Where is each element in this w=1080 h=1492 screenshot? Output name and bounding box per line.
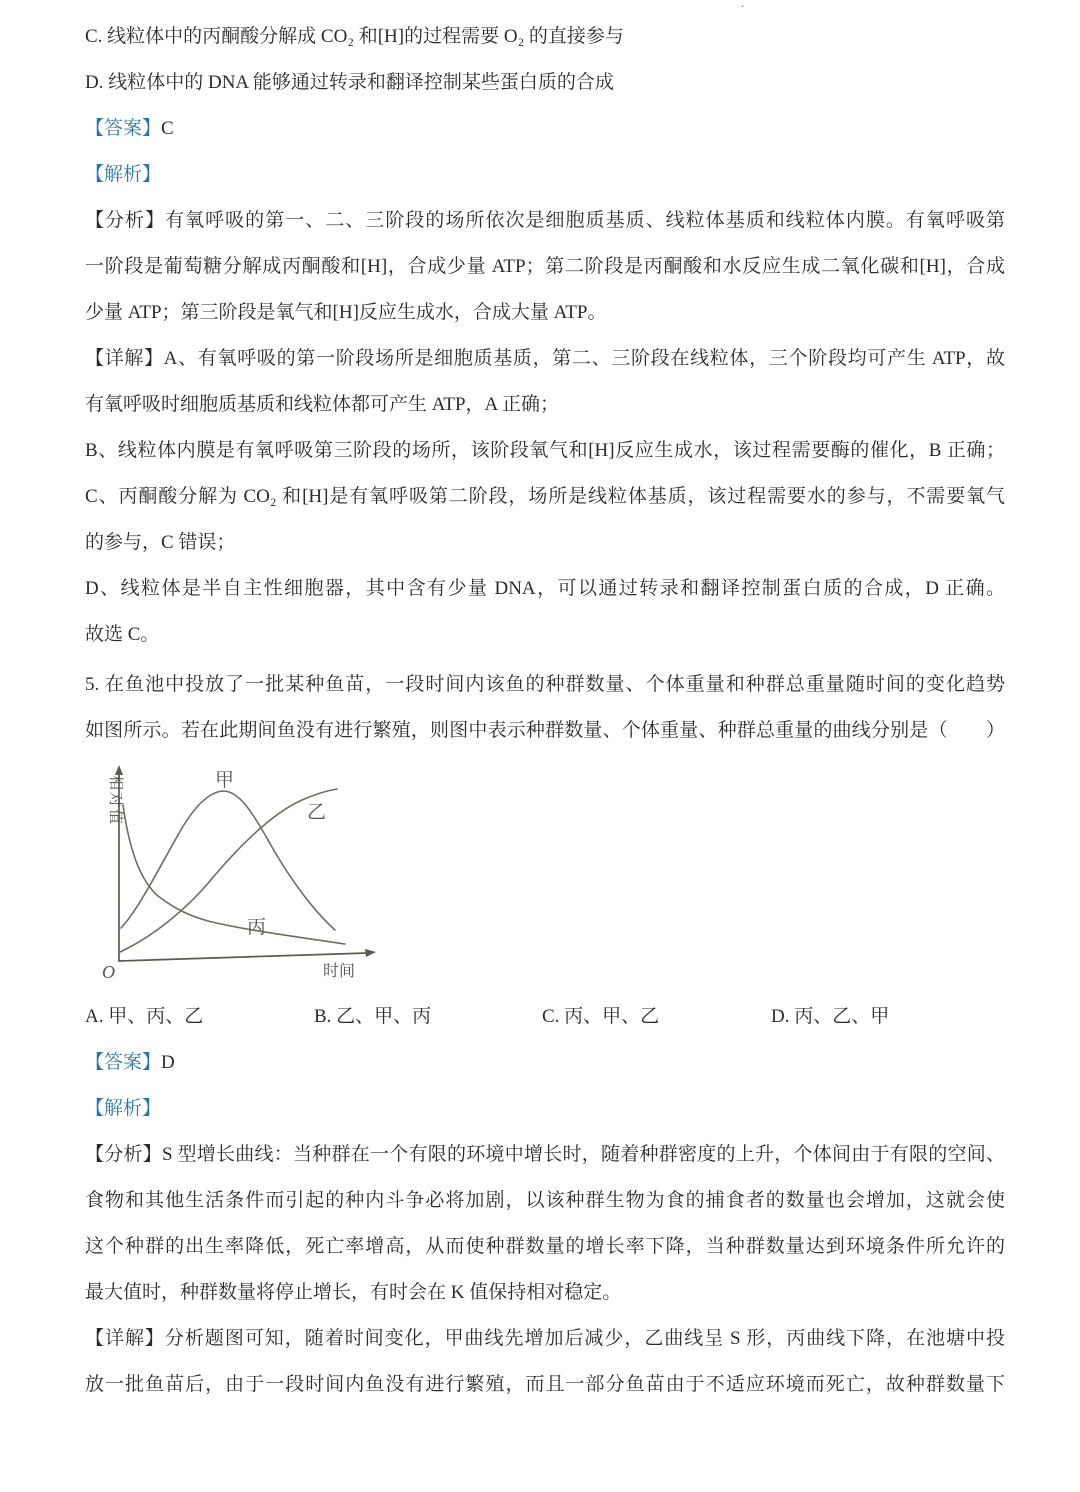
question-5-block xyxy=(85,662,1005,1408)
analysis-line: 最大值时，种群数量将停止增长，有时会在 K 值保持相对稳定。 xyxy=(85,1282,622,1303)
option-b: B. 乙、甲、丙 xyxy=(314,1006,432,1027)
curve-jia-label: 甲 xyxy=(215,770,235,791)
analysis-line: 一阶段是葡萄糖分解成丙酮酸和[H]，合成少量 ATP；第二阶段是丙酮酸和水反应生成二氧化碳和[H]，合成 xyxy=(85,256,1005,277)
x-axis-label: 时间 xyxy=(323,963,356,980)
x-axis xyxy=(119,953,368,961)
detail-line: B、线粒体内膜是有氧呼吸第三阶段的场所，该阶段氧气和[H]反应生成水，该过程需要酶的催化，B 正确； xyxy=(85,440,1005,461)
option-c: C. 丙、甲、乙 xyxy=(542,1006,660,1027)
analysis-line: 【分析】S 型增长曲线：当种群在一个有限的环境中增长时，随着种群密度的上升，个体间由于有限的空间、 xyxy=(85,1144,1005,1165)
detail-line: 【详解】分析题图可知，随着时间变化，甲曲线先增加后减少，乙曲线呈 S 形，丙曲线下降，在池塘中投 xyxy=(85,1328,1005,1349)
y-axis-label: 相对值 xyxy=(107,775,123,827)
detail-line: 放一批鱼苗后，由于一段时间内鱼没有进行繁殖，而且一部分鱼苗由于不适应环境而死亡，故种群数量下 xyxy=(85,1374,1005,1395)
question-4-block xyxy=(85,14,1005,658)
analysis-line: 【分析】有氧呼吸的第一、二、三阶段的场所依次是细胞质基质、线粒体基质和线粒体内膜。有氧呼吸第 xyxy=(85,210,1005,231)
document-body xyxy=(85,14,1005,1408)
detail-line: 的参与，C 错误； xyxy=(85,532,236,553)
curve-bing-label: 丙 xyxy=(247,917,267,938)
origin-label: O xyxy=(102,962,115,982)
answer-label: 【答案】 xyxy=(85,1052,162,1073)
explain-label: 【解析】 xyxy=(85,1098,162,1119)
conclusion-line-q4: 故选 C。 xyxy=(85,624,160,645)
options-row xyxy=(85,994,1005,1040)
detail-line: 【详解】A、有氧呼吸的第一阶段场所是细胞质基质，第二、三阶段在线粒体，三个阶段均可产生 ATP，故 xyxy=(85,348,1005,369)
detail-line: C、丙酮酸分解为 CO₂ 和[H]是有氧呼吸第二阶段，场所是线粒体基质，该过程需要水的参与，不需要氧气 xyxy=(85,486,1005,507)
answer-label: 【答案】 xyxy=(85,118,162,139)
analysis-line: 食物和其他生活条件而引起的种内斗争必将加剧，以该种群生物为食的捕食者的数量也会增加，这就会使 xyxy=(85,1190,1005,1211)
answer-value: C xyxy=(161,118,174,139)
option-d: D. 丙、乙、甲 xyxy=(771,1006,890,1027)
y-axis-arrow-icon xyxy=(115,765,123,775)
explain-label: 【解析】 xyxy=(85,164,162,185)
population-curves-figure xyxy=(85,760,415,982)
answer-line-q4 xyxy=(85,106,1005,152)
analysis-line: 少量 ATP；第三阶段是氧气和[H]反应生成水，合成大量 ATP。 xyxy=(85,302,607,323)
curve-yi-label: 乙 xyxy=(307,802,327,823)
answer-value: D xyxy=(161,1052,175,1073)
question-stem-line: 如图所示。若在此期间鱼没有进行繁殖，则图中表示种群数量、个体重量、种群总重量的曲线分别是（ ） xyxy=(85,720,1005,741)
option-c-line: C. 线粒体中的丙酮酸分解成 CO₂ 和[H]的过程需要 O₂ 的直接参与 xyxy=(85,26,624,47)
option-d-line: D. 线粒体中的 DNA 能够通过转录和翻译控制某些蛋白质的合成 xyxy=(85,72,614,93)
answer-line-q5 xyxy=(85,1040,1005,1086)
option-a: A. 甲、丙、乙 xyxy=(85,1006,204,1027)
explain-line-q5 xyxy=(85,1086,1005,1132)
curve-yi xyxy=(120,789,337,952)
explain-line-q4 xyxy=(85,152,1005,198)
question-stem-line: 5. 在鱼池中投放了一批某种鱼苗，一段时间内该鱼的种群数量、个体重量和种群总重量随时间的变化趋势 xyxy=(85,674,1005,695)
detail-line: 有氧呼吸时细胞质基质和线粒体都可产生 ATP，A 正确； xyxy=(85,394,559,415)
x-axis-arrow-icon xyxy=(365,949,376,957)
scan-artifact-dot: · xyxy=(740,0,745,15)
detail-line: D、线粒体是半自主性细胞器，其中含有少量 DNA，可以通过转录和翻译控制蛋白质的合成，D 正确。 xyxy=(85,578,1005,599)
analysis-line: 这个种群的出生率降低，死亡率增高，从而使种群数量的增长率下降，当种群数量达到环境条件所允许的 xyxy=(85,1236,1005,1257)
